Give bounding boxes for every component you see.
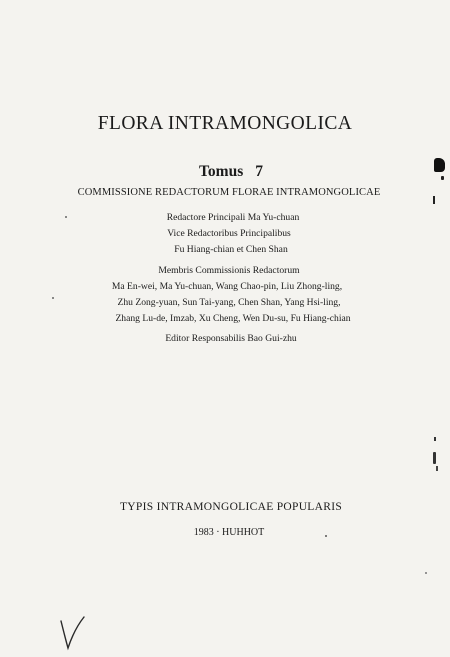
members-label: Membris Commissionis Redactorum [158,265,300,276]
publisher-line: TYPIS INTRAMONGOLICAE POPULARIS [119,501,343,513]
members-line: Zhu Zong-yuan, Sun Tai-yang, Chen Shan, Yang Hsi-ling, [117,297,341,308]
scan-blot [434,158,445,172]
handwritten-check-mark [58,615,86,653]
scan-speck [433,196,435,204]
commission-heading: COMMISSIONE REDACTORUM FLORAE INTRAMONGOLICAE [77,187,381,198]
responsible-editor: Editor Responsabilis Bao Gui-zhu [165,333,297,344]
members-line: Zhang Lu-de, Imzab, Xu Cheng, Wen Du-su, Fu Hiang-chian [115,313,351,324]
imprint-line: 1983 · HUHHOT [193,527,265,538]
scan-speck [52,297,54,299]
vice-editors-names: Fu Hiang-chian et Chen Shan [174,244,288,255]
principal-editor: Redactore Principali Ma Yu-chuan [166,212,300,223]
volume-label: Tomus [199,163,244,180]
scan-speck [65,216,67,218]
volume-number: 7 [255,163,263,180]
scan-speck [325,535,327,537]
scan-speck [433,452,436,464]
book-title: FLORA INTRAMONGOLICA [97,113,353,134]
vice-editors-label: Vice Redactoribus Principalibus [167,228,291,239]
scan-speck [425,572,427,574]
scan-speck [436,466,438,471]
volume-heading [6,163,450,181]
scan-speck [441,176,444,180]
scan-speck [434,437,436,441]
members-line: Ma En-wei, Ma Yu-chuan, Wang Chao-pin, Liu Zhong-ling, [111,281,343,292]
